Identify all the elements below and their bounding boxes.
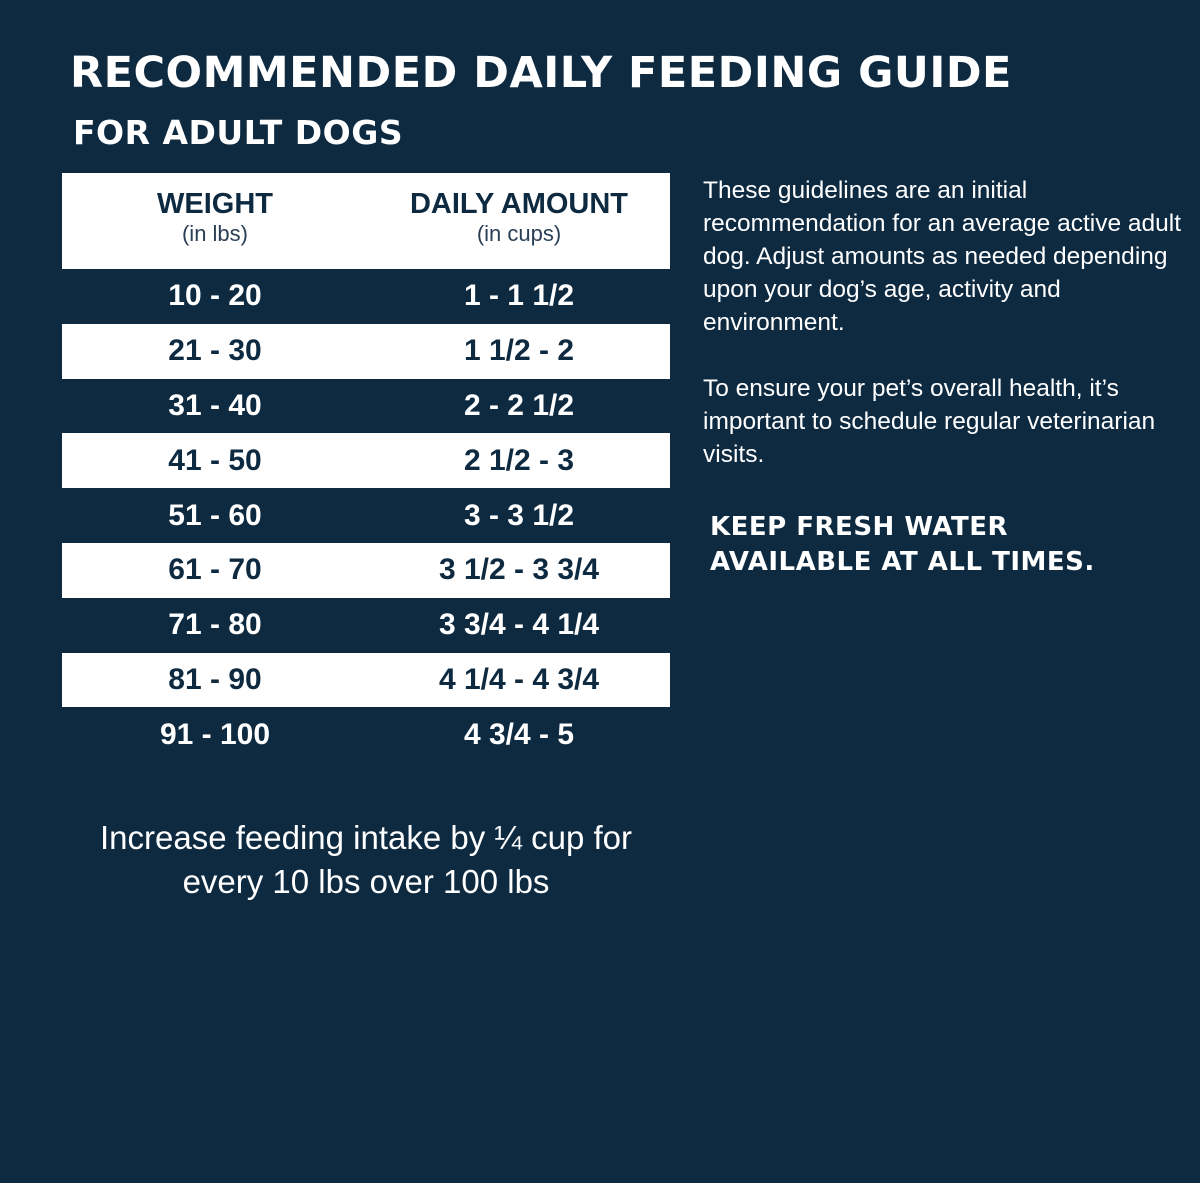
weight-cell: 41 - 50: [168, 443, 262, 477]
amount-cell: 2 - 2 1/2: [463, 388, 575, 422]
side-notes: [703, 174, 1183, 504]
amount-cell: 3 1/2 - 3 3/4: [438, 553, 600, 587]
table-row: [62, 488, 670, 543]
amount-column-header: [368, 173, 670, 247]
weight-cell: 81 - 90: [168, 662, 262, 696]
amount-header-unit: (in cups): [476, 221, 562, 246]
table-row: [62, 269, 670, 324]
weight-cell: 31 - 40: [168, 388, 262, 422]
page-subtitle: FOR ADULT DOGS: [73, 113, 404, 152]
amount-cell: 3 3/4 - 4 1/4: [438, 608, 600, 642]
table-row: [62, 324, 670, 379]
weight-column-header: [62, 173, 368, 247]
weight-header-unit: (in lbs): [181, 221, 248, 246]
page-title: RECOMMENDED DAILY FEEDING GUIDE: [70, 48, 1012, 98]
health-text: To ensure your pet’s overall health, it’s important to schedule regular veterinarian visits.: [703, 375, 1156, 468]
feeding-table: [62, 173, 670, 762]
weight-header-label: WEIGHT: [157, 188, 273, 220]
guidelines-text: These guidelines are an initial recommendation for an average active adult dog. Adjust amounts as needed depending upon your dog’s age, activity and environment.: [703, 177, 1182, 336]
weight-cell: 61 - 70: [168, 553, 262, 587]
table-row: [62, 433, 670, 488]
increase-note: Increase feeding intake by ¼ cup for every 10 lbs over 100 lbs: [100, 819, 632, 900]
amount-cell: 3 - 3 1/2: [463, 498, 575, 532]
table-row: [62, 379, 670, 434]
amount-cell: 4 3/4 - 5: [463, 717, 575, 751]
amount-cell: 1 1/2 - 2: [463, 334, 575, 368]
amount-cell: 1 - 1 1/2: [463, 279, 575, 313]
table-row: [62, 598, 670, 653]
weight-cell: 91 - 100: [159, 717, 271, 751]
water-note: KEEP FRESH WATER AVAILABLE AT ALL TIMES.: [710, 512, 1095, 577]
weight-cell: 71 - 80: [168, 608, 262, 642]
table-row: [62, 707, 670, 762]
amount-header-label: DAILY AMOUNT: [409, 188, 629, 220]
weight-cell: 51 - 60: [168, 498, 262, 532]
weight-cell: 10 - 20: [168, 279, 262, 313]
weight-cell: 21 - 30: [168, 334, 262, 368]
table-header: [62, 173, 670, 269]
amount-cell: 4 1/4 - 4 3/4: [438, 662, 600, 696]
amount-cell: 2 1/2 - 3: [463, 443, 575, 477]
table-row: [62, 543, 670, 598]
table-row: [62, 653, 670, 708]
